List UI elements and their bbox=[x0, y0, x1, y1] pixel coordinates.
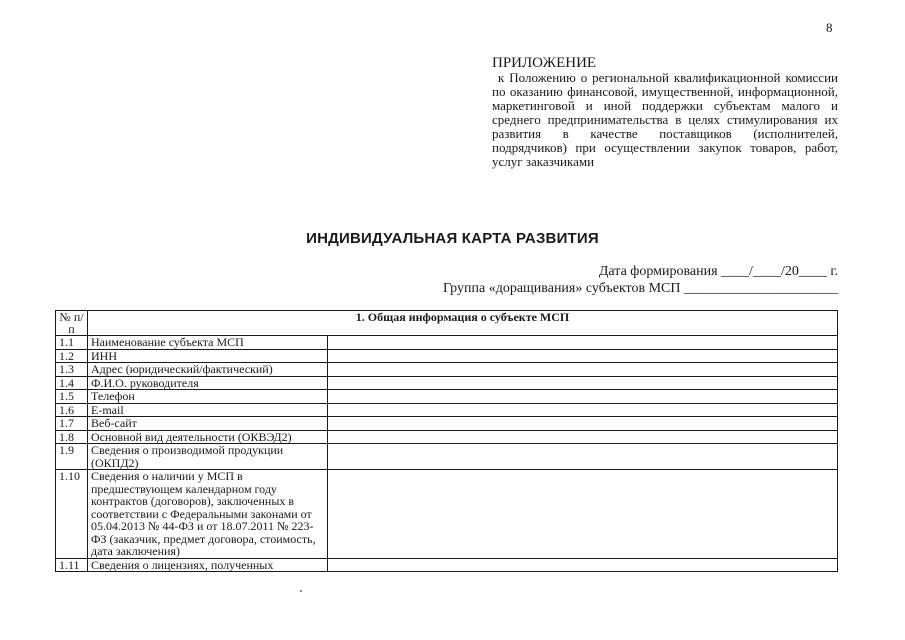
row-number: 1.2 bbox=[56, 349, 88, 363]
document-title: ИНДИВИДУАЛЬНАЯ КАРТА РАЗВИТИЯ bbox=[306, 230, 599, 247]
row-number: 1.6 bbox=[56, 403, 88, 417]
appendix-title: ПРИЛОЖЕНИЕ bbox=[492, 55, 597, 71]
table-row bbox=[56, 470, 838, 559]
row-number: 1.3 bbox=[56, 363, 88, 377]
table-row bbox=[56, 349, 838, 363]
row-label: Ф.И.О. руководителя bbox=[88, 376, 328, 390]
row-number: 1.5 bbox=[56, 390, 88, 404]
general-info-table bbox=[55, 310, 838, 572]
table-row bbox=[56, 417, 838, 431]
row-value-cell[interactable] bbox=[328, 470, 838, 559]
row-number: 1.10 bbox=[56, 470, 88, 559]
row-label: Основной вид деятельности (ОКВЭД2) bbox=[88, 430, 328, 444]
row-value-cell[interactable] bbox=[328, 403, 838, 417]
table-header-row bbox=[56, 311, 838, 336]
row-label: Телефон bbox=[88, 390, 328, 404]
table-row bbox=[56, 376, 838, 390]
row-number: 1.9 bbox=[56, 444, 88, 470]
appendix-block bbox=[492, 56, 838, 169]
row-number: 1.7 bbox=[56, 417, 88, 431]
table-row bbox=[56, 390, 838, 404]
table-row bbox=[56, 444, 838, 470]
row-value-cell[interactable] bbox=[328, 376, 838, 390]
row-label: Веб-сайт bbox=[88, 417, 328, 431]
table-row bbox=[56, 336, 838, 350]
page-number: 8 bbox=[826, 20, 833, 35]
row-value-cell[interactable] bbox=[328, 336, 838, 350]
row-label: Сведения о наличии у МСП в предшествующем календарном году контрактов (договоров), заключенных в соответствии с Федеральными законами от 05.04.2013 № 44-ФЗ и от 18.07.2011 № 223-ФЗ (заказчик, предмет договора, стоимость, дата заключения) bbox=[88, 470, 328, 559]
table-row bbox=[56, 558, 838, 572]
row-value-cell[interactable] bbox=[328, 558, 838, 572]
row-number: 1.11 bbox=[56, 558, 88, 572]
row-value-cell[interactable] bbox=[328, 444, 838, 470]
row-label: Адрес (юридический/фактический) bbox=[88, 363, 328, 377]
header-number: № п/п bbox=[56, 311, 88, 336]
row-number: 1.1 bbox=[56, 336, 88, 350]
row-value-cell[interactable] bbox=[328, 430, 838, 444]
row-number: 1.8 bbox=[56, 430, 88, 444]
table-row bbox=[56, 403, 838, 417]
section-title: 1. Общая информация о субъекте МСП bbox=[88, 311, 838, 336]
row-label: Сведения о лицензиях, полученных bbox=[88, 558, 328, 572]
row-label: ИНН bbox=[88, 349, 328, 363]
row-number: 1.4 bbox=[56, 376, 88, 390]
table-row bbox=[56, 430, 838, 444]
row-label: Наименование субъекта МСП bbox=[88, 336, 328, 350]
row-label: E-mail bbox=[88, 403, 328, 417]
formation-date-line: Дата формирования ____/____/20____ г. bbox=[598, 264, 838, 279]
row-value-cell[interactable] bbox=[328, 417, 838, 431]
row-value-cell[interactable] bbox=[328, 363, 838, 377]
row-label: Сведения о производимой продукции (ОКПД2) bbox=[88, 444, 328, 470]
scan-speck bbox=[300, 590, 302, 592]
row-value-cell[interactable] bbox=[328, 390, 838, 404]
table-row bbox=[56, 363, 838, 377]
appendix-text: к Положению о региональной квалификационной комиссии по оказанию финансовой, имущественной, информационной, маркетинговой и иной поддержки субъектам малого и среднего предпринимательства в целях стимулирования их развития в качестве поставщиков (исполнителей, подрядчиков) при осуществлении закупок товаров, работ, услуг заказчиками bbox=[492, 70, 838, 169]
growth-group-line: Группа «доращивания» субъектов МСП ______________________ bbox=[442, 281, 838, 296]
row-value-cell[interactable] bbox=[328, 349, 838, 363]
